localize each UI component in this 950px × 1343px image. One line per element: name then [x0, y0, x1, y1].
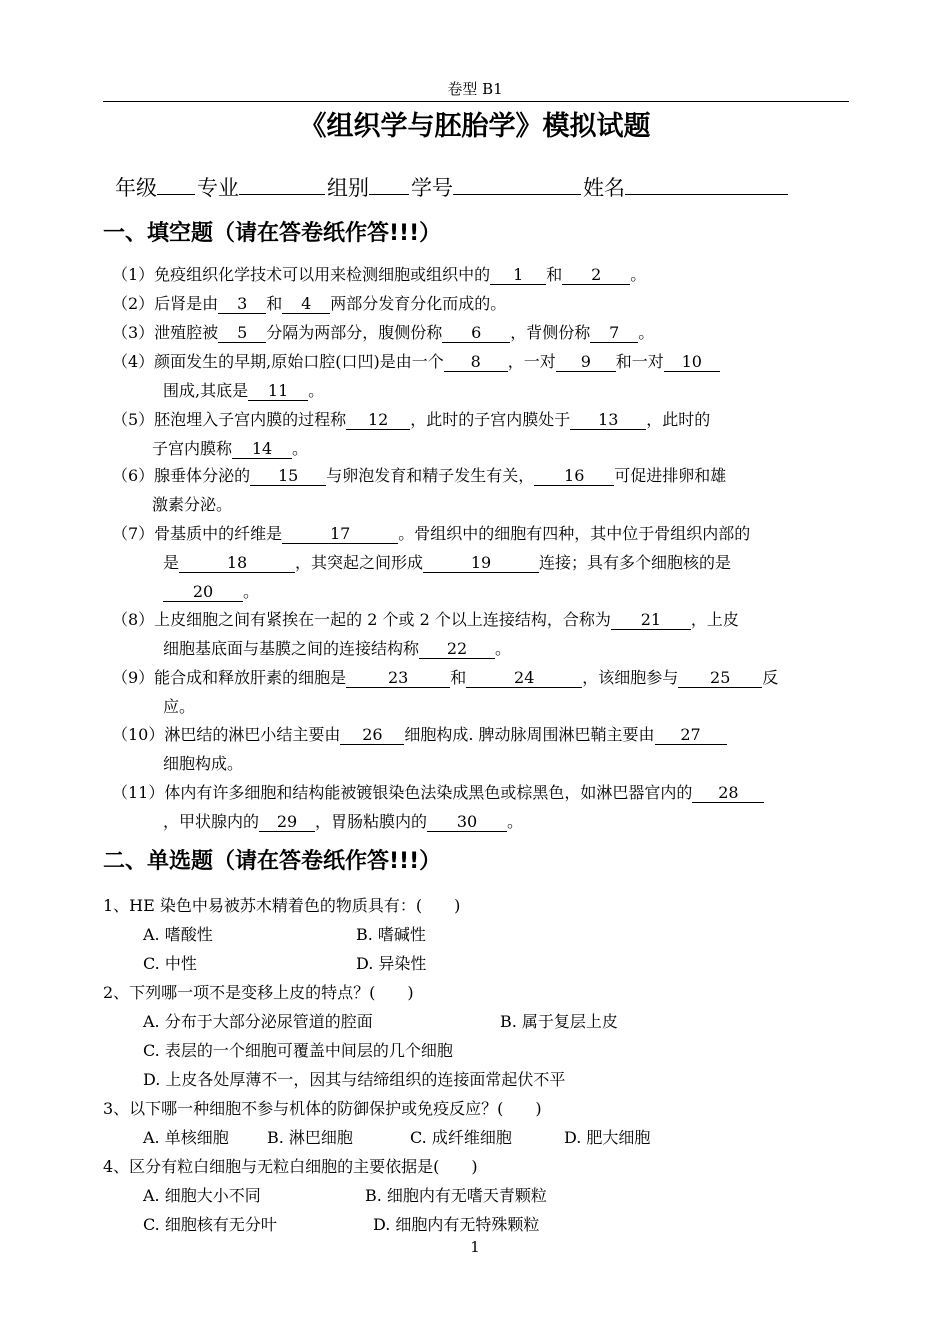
answer-blank[interactable]: 20	[163, 583, 243, 602]
answer-option[interactable]: B. 属于复层上皮	[500, 1012, 618, 1031]
answer-option[interactable]: A. 细胞大小不同	[143, 1186, 261, 1205]
section2-heading: 二、单选题（请在答卷纸作答!!!）	[103, 849, 442, 874]
answer-blank[interactable]: 5	[218, 324, 266, 343]
fill-blank-line	[112, 320, 654, 343]
fill-blank-line	[163, 550, 731, 573]
answer-blank[interactable]: 1	[490, 266, 546, 285]
answer-blank[interactable]: 27	[655, 726, 727, 745]
question-stem: 1、HE 染色中易被苏木精着色的物质具有：( )	[103, 896, 461, 915]
answer-option[interactable]: B. 淋巴细胞	[267, 1128, 353, 1147]
question-text: 。	[292, 439, 309, 458]
question-text: 子宫内膜称	[152, 439, 233, 458]
question-text: ，背侧份称	[510, 323, 591, 342]
question-text: （7）骨基质中的纤维是	[112, 524, 283, 543]
question-text: （11）体内有许多细胞和结构能被镀银染色法染成黑色或棕黑色，如淋巴器官内的	[112, 783, 693, 802]
question-text: 。	[507, 812, 524, 831]
exam-type-label: 卷型 B1	[447, 80, 503, 98]
fill-blank-line	[163, 694, 195, 717]
fill-blank-line	[112, 665, 778, 688]
question-text: ，上皮	[690, 610, 739, 629]
question-text: ，此时的	[646, 410, 711, 429]
answer-blank[interactable]: 17	[282, 525, 398, 544]
answer-blank[interactable]: 11	[248, 382, 308, 401]
answer-blank[interactable]: 21	[611, 611, 691, 630]
answer-blank[interactable]: 12	[346, 411, 410, 430]
answer-blank[interactable]: 18	[179, 554, 295, 573]
question-text: （1）免疫组织化学技术可以用来检测细胞或组织中的	[112, 265, 491, 284]
question-text: ，此时的子宫内膜处于	[410, 410, 571, 429]
header-divider	[103, 101, 849, 102]
student-info-row	[115, 172, 790, 202]
question-text: 是	[163, 553, 180, 572]
fill-blank-line	[163, 751, 243, 774]
question-stem: 2、下列哪一项不是变移上皮的特点？( )	[103, 983, 414, 1002]
answer-option[interactable]: D. 肥大细胞	[564, 1128, 651, 1147]
answer-blank[interactable]: 15	[250, 467, 326, 486]
question-text: ，甲状腺内的	[163, 812, 260, 831]
question-text: 。	[243, 582, 260, 601]
answer-blank[interactable]: 3	[218, 295, 266, 314]
answer-option[interactable]: A. 嗜酸性	[143, 925, 213, 944]
question-text: （5）胚泡埋入子宫内膜的过程称	[112, 410, 347, 429]
answer-blank[interactable]: 10	[664, 353, 720, 372]
fill-blank-line	[112, 722, 727, 745]
fill-blank-line	[163, 378, 324, 401]
fill-blank-line	[112, 291, 506, 314]
answer-blank[interactable]: 2	[562, 266, 630, 285]
answer-blank[interactable]: 13	[570, 411, 646, 430]
answer-blank[interactable]: 19	[423, 554, 539, 573]
question-text: （4）颜面发生的早期,原始口腔(口凹)是由一个	[112, 352, 444, 371]
answer-option[interactable]: D. 异染性	[356, 954, 427, 973]
group-field[interactable]	[369, 172, 409, 195]
answer-blank[interactable]: 6	[442, 324, 510, 343]
page-number: 1	[470, 1238, 480, 1256]
question-text: （8）上皮细胞之间有紧挨在一起的 2 个或 2 个以上连接结构，合称为	[112, 610, 611, 629]
question-text: 激素分泌。	[152, 495, 233, 514]
answer-blank[interactable]: 22	[419, 640, 495, 659]
question-text: 围成,其底是	[163, 381, 249, 400]
major-field[interactable]	[239, 172, 325, 195]
question-text: 。	[495, 639, 512, 658]
answer-blank[interactable]: 16	[534, 467, 614, 486]
question-text: 和一对	[615, 352, 664, 371]
question-text: （6）腺垂体分泌的	[112, 466, 251, 485]
answer-blank[interactable]: 14	[232, 440, 292, 459]
question-text: 。	[630, 265, 647, 284]
question-text: ，一对	[507, 352, 556, 371]
group-label: 组别	[327, 176, 369, 200]
question-text: ，该细胞参与	[582, 668, 679, 687]
fill-blank-line	[112, 521, 750, 544]
question-text: ，胃肠粘膜内的	[315, 812, 428, 831]
question-text: 细胞构成。	[163, 754, 244, 773]
grade-field[interactable]	[157, 172, 195, 195]
answer-blank[interactable]: 28	[692, 784, 764, 803]
answer-option[interactable]: C. 中性	[143, 954, 197, 973]
answer-blank[interactable]: 9	[556, 353, 616, 372]
fill-blank-line	[163, 636, 511, 659]
answer-blank[interactable]: 29	[259, 813, 315, 832]
question-text: 与卵泡发育和精子发生有关，	[326, 466, 535, 485]
fill-blank-line	[112, 463, 726, 486]
question-text: 和	[450, 668, 467, 687]
question-text: 连接；具有多个细胞核的是	[539, 553, 732, 572]
student-id-field[interactable]	[453, 172, 581, 195]
fill-blank-line	[112, 407, 710, 430]
question-text: （10）淋巴结的淋巴小结主要由	[112, 725, 341, 744]
question-text: 可促进排卵和雄	[614, 466, 727, 485]
answer-blank[interactable]: 30	[427, 813, 507, 832]
fill-blank-line	[163, 579, 259, 602]
question-text: 细胞基底面与基膜之间的连接结构称	[163, 639, 420, 658]
grade-label: 年级	[115, 176, 157, 200]
answer-option[interactable]: A. 分布于大部分泌尿管道的腔面	[143, 1012, 373, 1031]
answer-option[interactable]: D. 上皮各处厚薄不一，因其与结缔组织的连接面常起伏不平	[143, 1070, 566, 1089]
answer-option[interactable]: C. 成纤维细胞	[410, 1128, 512, 1147]
question-text: 分隔为两部分，腹侧份称	[266, 323, 443, 342]
answer-blank[interactable]: 26	[340, 726, 404, 745]
fill-blank-line	[112, 349, 720, 372]
question-text: 。	[638, 323, 655, 342]
answer-blank[interactable]: 7	[590, 324, 638, 343]
question-text: 。骨组织中的细胞有四种，其中位于骨组织内部的	[398, 524, 751, 543]
section1-heading: 一、填空题（请在答卷纸作答!!!）	[103, 221, 442, 246]
question-text: 和	[546, 265, 563, 284]
answer-option[interactable]: C. 细胞核有无分叶	[143, 1215, 277, 1234]
fill-blank-line	[152, 492, 232, 515]
student-id-label: 学号	[411, 176, 453, 200]
question-text: 和	[266, 294, 283, 313]
major-label: 专业	[197, 176, 239, 200]
fill-blank-line	[163, 809, 523, 832]
answer-option[interactable]: A. 单核细胞	[143, 1128, 229, 1147]
name-field[interactable]	[625, 172, 788, 195]
answer-option[interactable]: D. 细胞内有无特殊颗粒	[373, 1215, 540, 1234]
answer-option[interactable]: C. 表层的一个细胞可覆盖中间层的几个细胞	[143, 1041, 453, 1060]
answer-blank[interactable]: 23	[346, 669, 450, 688]
question-text: 。	[308, 381, 325, 400]
question-text: 应。	[163, 697, 196, 716]
question-text: （2）后肾是由	[112, 294, 219, 313]
question-text: （3）泄殖腔被	[112, 323, 219, 342]
fill-blank-line	[112, 607, 739, 630]
answer-blank[interactable]: 25	[678, 669, 762, 688]
answer-option[interactable]: B. 嗜碱性	[356, 925, 426, 944]
answer-option[interactable]: B. 细胞内有无嗜天青颗粒	[365, 1186, 547, 1205]
question-text: ，其突起之间形成	[295, 553, 424, 572]
name-label: 姓名	[583, 176, 625, 200]
answer-blank[interactable]: 8	[444, 353, 508, 372]
page-title: 《组织学与胚胎学》模拟试题	[299, 111, 651, 142]
answer-blank[interactable]: 24	[466, 669, 582, 688]
question-text: 反	[762, 668, 779, 687]
fill-blank-line	[112, 780, 764, 803]
question-text: 两部分发育分化而成的。	[330, 294, 507, 313]
question-stem: 3、以下哪一种细胞不参与机体的防御保护或免疫反应？( )	[103, 1099, 542, 1118]
question-text: （9）能合成和释放肝素的细胞是	[112, 668, 347, 687]
fill-blank-line	[112, 262, 646, 285]
question-text: 细胞构成. 脾动脉周围淋巴鞘主要由	[404, 725, 655, 744]
fill-blank-line	[152, 436, 308, 459]
question-stem: 4、区分有粒白细胞与无粒白细胞的主要依据是( )	[103, 1157, 478, 1176]
answer-blank[interactable]: 4	[282, 295, 330, 314]
